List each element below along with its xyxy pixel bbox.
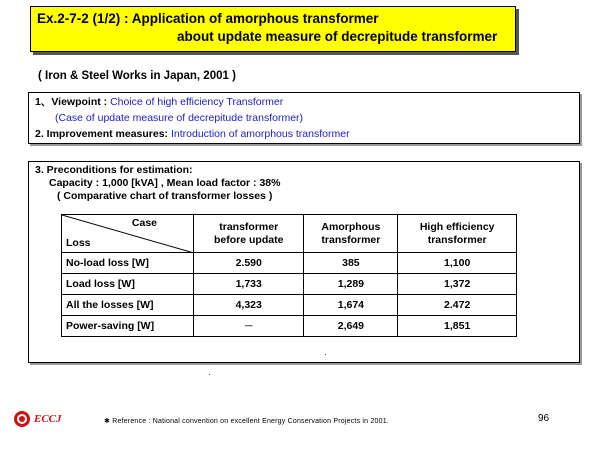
- table-row: [62, 295, 517, 316]
- column-header-high-efficiency: High efficiency transformer: [398, 215, 517, 253]
- subtitle: ( Iron & Steel Works in Japan, 2001 ): [38, 70, 236, 82]
- table-cell: 1,851: [398, 316, 517, 337]
- table-cell: 1,372: [398, 274, 517, 295]
- table-row: [62, 316, 517, 337]
- capacity-line: Capacity : 1,000 [kVA] , Mean load factor : 38%: [49, 177, 281, 189]
- slide-title: [30, 6, 516, 52]
- table-cell: 1,100: [398, 253, 517, 274]
- loss-comparison-table: [61, 214, 517, 337]
- table-row: [62, 253, 517, 274]
- table-header-row: [62, 215, 517, 253]
- improvement-value: Introduction of amorphous transformer: [170, 128, 350, 140]
- column-header-amorphous: Amorphous transformer: [304, 215, 398, 253]
- table-cell: 1,674: [304, 295, 398, 316]
- loss-label: Loss: [66, 237, 91, 249]
- row-label: Power-saving [W]: [62, 316, 194, 337]
- row-label: No-load loss [W]: [62, 253, 194, 274]
- preconditions-heading: 3. Preconditions for estimation:: [35, 164, 193, 176]
- reference-note: ✱ Reference : National convention on excellent Energy Conservation Projects in 2001.: [104, 418, 389, 425]
- viewpoint-line: [35, 94, 573, 110]
- corner-header: [62, 215, 194, 253]
- table-cell: 2,649: [304, 316, 398, 337]
- table-cell: 385: [304, 253, 398, 274]
- eccj-logo-icon: [14, 411, 30, 427]
- table-cell: 1,289: [304, 274, 398, 295]
- title-line-2: about update measure of decrepitude transformer: [177, 29, 498, 44]
- viewpoint-box: [28, 92, 580, 144]
- stray-dot: [209, 374, 210, 375]
- table-cell: 1,733: [194, 274, 304, 295]
- chart-note: ( Comparative chart of transformer losses ): [57, 190, 273, 202]
- table-cell: ─: [194, 316, 304, 337]
- table-cell: 4,323: [194, 295, 304, 316]
- improvement-label: 2. Improvement measures:: [35, 128, 171, 140]
- column-header-before-update: transformer before update: [194, 215, 304, 253]
- page-number: 96: [538, 413, 550, 424]
- viewpoint-value-note: (Case of update measure of decrepitude transformer): [55, 112, 304, 124]
- table-row: [62, 274, 517, 295]
- row-label: Load loss [W]: [62, 274, 194, 295]
- table-cell: 2.590: [194, 253, 304, 274]
- viewpoint-value: Choice of high efficiency Transformer: [110, 96, 284, 108]
- row-label: All the losses [W]: [62, 295, 194, 316]
- logo-text: ECCJ: [34, 413, 62, 425]
- stray-dot: [325, 354, 326, 355]
- viewpoint-label: 1、Viewpoint :: [35, 96, 111, 108]
- preconditions-box: [28, 161, 580, 363]
- title-line-1: Ex.2-7-2 (1/2) : Application of amorphous transformer: [37, 11, 379, 26]
- table-cell: 2.472: [398, 295, 517, 316]
- case-label: Case: [131, 217, 157, 229]
- eccj-logo: [14, 411, 62, 427]
- improvement-line: [35, 126, 573, 142]
